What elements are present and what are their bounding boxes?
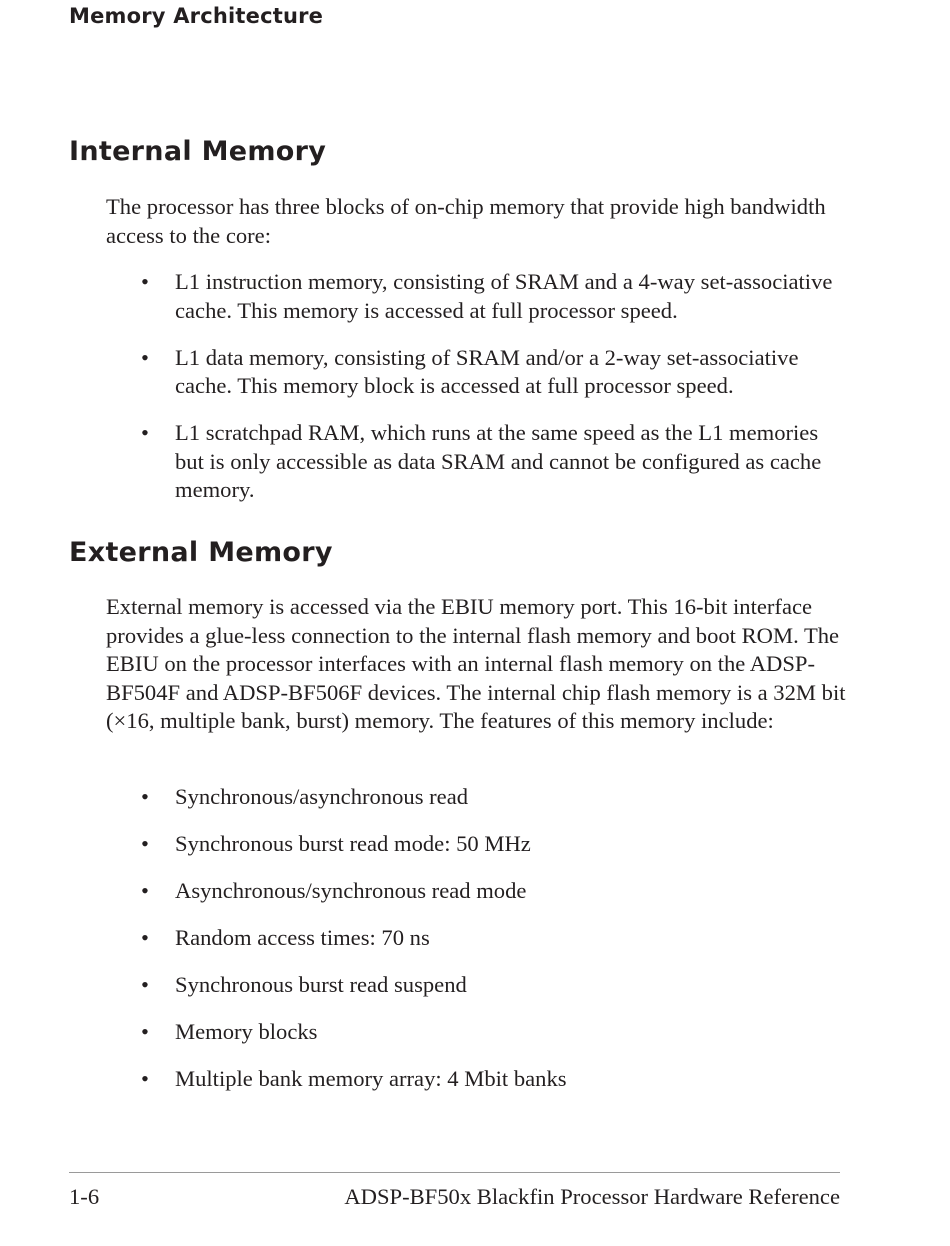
bullet-icon: • xyxy=(141,831,149,856)
running-header: Memory Architecture xyxy=(69,4,324,28)
list-item-text: Asynchronous/synchronous read mode xyxy=(175,878,527,903)
list-item-text: Synchronous burst read suspend xyxy=(175,972,467,997)
list-item xyxy=(0,344,845,401)
bullet-icon: • xyxy=(141,1019,149,1044)
list-item xyxy=(0,924,845,953)
internal-memory-list xyxy=(0,268,845,523)
list-item-text: Random access times: 70 ns xyxy=(175,925,430,950)
bullet-icon: • xyxy=(141,878,149,903)
list-item-text: Synchronous burst read mode: 50 MHz xyxy=(175,831,531,856)
external-memory-intro: External memory is accessed via the EBIU memory port. This 16-bit interface provides a glue-less connection to the internal flash memory and boot ROM. The EBIU on the processor interfaces with an internal flash memory on the ADSP-BF504F and ADSP-BF506F devices. The internal chip flash memory is a 32M bit (×16, multiple bank, burst) memory. The features of this memory include: xyxy=(106,594,846,733)
list-item xyxy=(0,419,845,505)
list-item-text: L1 data memory, consisting of SRAM and/or a 2-way set-associative cache. This memory block is accessed at full processor speed. xyxy=(175,344,799,398)
list-item-text: Memory blocks xyxy=(175,1019,318,1044)
bullet-icon: • xyxy=(141,972,149,997)
list-item xyxy=(0,971,845,1000)
list-item xyxy=(0,783,845,812)
bullet-icon: • xyxy=(141,1066,149,1091)
list-item xyxy=(0,1018,845,1047)
page-number: 1-6 xyxy=(69,1184,100,1209)
list-item xyxy=(0,1065,845,1094)
footer-book-title: ADSP-BF50x Blackfin Processor Hardware Reference xyxy=(344,1184,840,1209)
list-item xyxy=(0,268,845,325)
list-item xyxy=(0,877,845,906)
section-heading-external-memory: External Memory xyxy=(69,537,333,568)
internal-memory-intro: The processor has three blocks of on-chip memory that provide high bandwidth access to the core: xyxy=(106,194,826,248)
list-item xyxy=(0,830,845,859)
external-memory-feature-list xyxy=(0,783,845,1112)
list-item-text: Multiple bank memory array: 4 Mbit banks xyxy=(175,1066,567,1091)
list-item-text: L1 scratchpad RAM, which runs at the same speed as the L1 memories but is only accessible as data SRAM and cannot be configured as cache memory. xyxy=(175,420,822,502)
bullet-icon: • xyxy=(141,269,149,294)
bullet-icon: • xyxy=(141,420,149,445)
list-item-text: L1 instruction memory, consisting of SRAM and a 4-way set-associative cache. This memory is accessed at full processor speed. xyxy=(175,269,833,323)
bullet-icon: • xyxy=(141,925,149,950)
section-heading-internal-memory: Internal Memory xyxy=(69,136,327,167)
footer-divider xyxy=(69,1172,840,1173)
bullet-icon: • xyxy=(141,344,149,370)
list-item-text: Synchronous/asynchronous read xyxy=(175,784,469,809)
bullet-icon: • xyxy=(141,784,149,809)
